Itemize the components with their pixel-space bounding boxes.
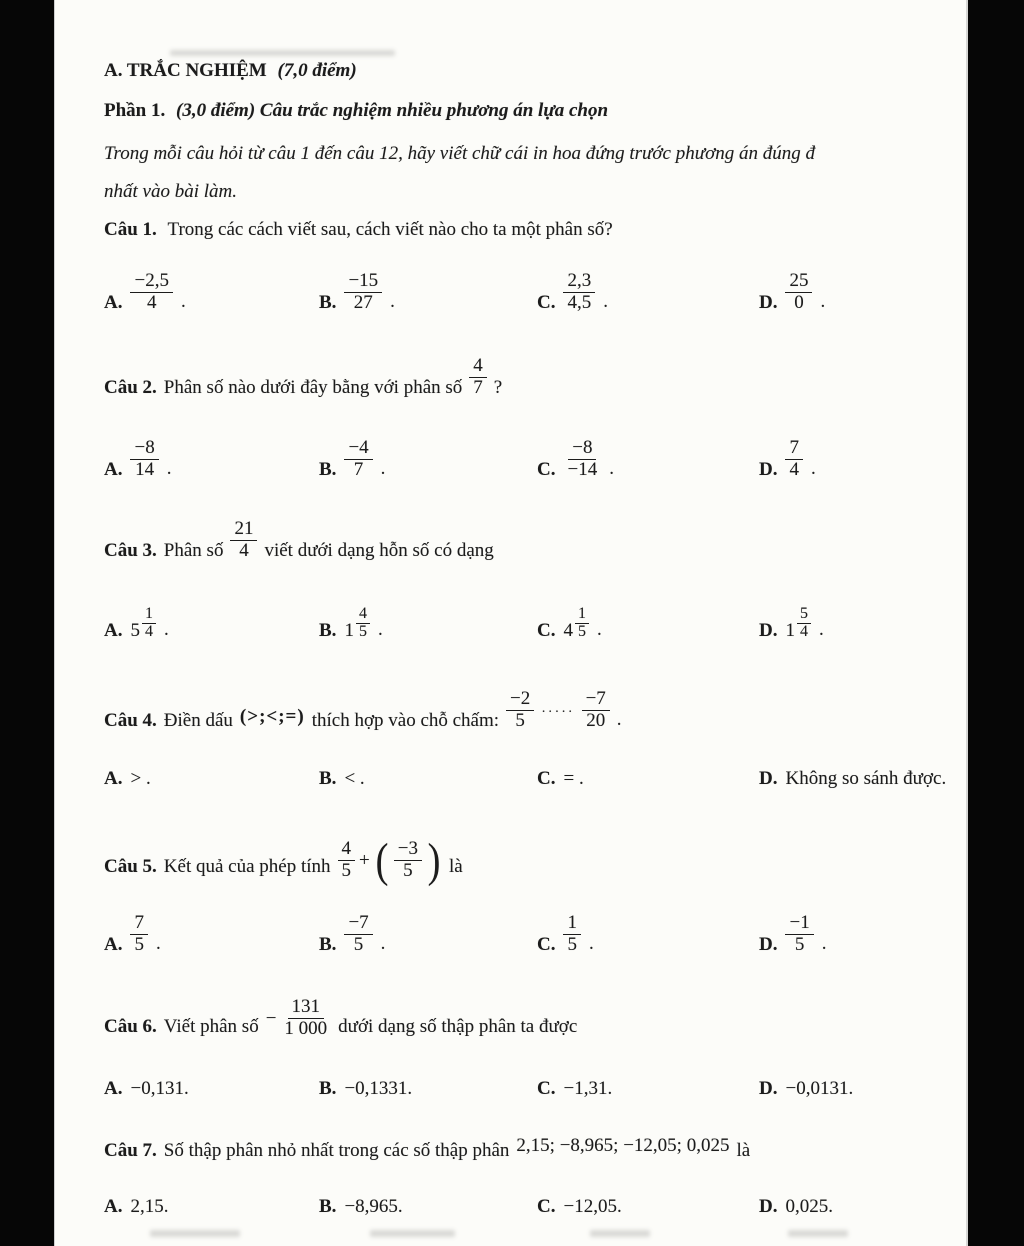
option-period: . [380,933,386,954]
q4-heading [104,675,622,732]
fraction [130,913,148,956]
dotted-blank: ····· [541,705,575,720]
fraction-denominator: 0 [794,292,804,314]
q2-options [55,425,966,481]
option-key: B. [319,459,337,480]
fraction-numerator: 4 [338,839,356,861]
q5-option-d [759,900,966,956]
fraction [563,913,581,956]
option-text: −0,0131. [785,1078,854,1099]
fraction [563,271,595,314]
q1-heading [104,219,613,241]
fraction [785,438,803,481]
option-key: D. [759,292,778,313]
fraction-denominator: 4 [239,540,249,562]
q3-option-b [319,592,537,642]
q1-option-a [104,258,319,314]
q3-option-a [104,592,319,642]
fraction-denominator: 5 [134,934,144,956]
fraction-numerator: 131 [288,997,325,1019]
fraction-numerator: −1 [785,913,813,935]
q3-options [55,592,966,642]
option-text: −1,31. [563,1078,613,1099]
fraction-numerator: 1 [563,913,581,935]
fraction [142,606,156,641]
fraction-denominator: 5 [577,623,586,641]
q4-option-d [759,762,966,790]
fraction [582,689,610,732]
option-key: C. [537,768,556,789]
fraction-numerator: 1 [575,606,589,624]
fraction-denominator: 5 [353,934,364,956]
q7-label: Câu 7. [104,1140,157,1161]
fraction-numerator: −3 [394,839,422,861]
option-key: B. [319,934,337,955]
fraction-denominator: 1 000 [284,1018,328,1040]
fraction-numerator: −7 [344,913,372,935]
fraction-denominator: 4 [799,623,808,641]
q7-text-after: là [736,1140,751,1161]
q2-option-d [759,425,966,481]
open-paren: ( [375,833,389,887]
fraction-denominator: 5 [794,934,805,956]
option-text: −12,05. [563,1196,622,1217]
close-paren: ) [427,833,441,887]
option-key: B. [319,1078,337,1099]
q4-option-b [319,762,537,790]
part-heading-text: (3,0 điểm) Câu trắc nghiệm nhiều phương án lựa chọn [176,100,609,121]
whole-number: 4 [563,620,573,641]
q6-text-after: dưới dạng số thập phân ta được [338,1016,578,1037]
fraction-denominator: 4,5 [567,292,592,314]
fraction [563,438,601,481]
option-key: C. [537,1196,556,1217]
option-period: . [155,933,161,954]
q1-option-c [537,258,759,314]
q6-text-before: Viết phân số [163,1016,259,1037]
option-key: A. [104,1196,123,1217]
q4-options [55,762,966,790]
fraction-denominator: 5 [567,934,577,956]
fraction [338,839,356,882]
cutoff-text-remnant [170,50,395,56]
fraction [506,689,534,732]
q3-option-c [537,592,759,642]
q3-heading [104,508,494,562]
q2-option-b [319,425,537,481]
q1-option-b [319,258,537,314]
option-key: B. [319,1196,337,1217]
fraction-numerator: 4 [469,356,487,378]
fraction [344,271,382,314]
option-period: . [609,458,614,479]
q7-text-before: Số thập phân nhỏ nhất trong các số thập phân [163,1140,510,1161]
option-key: A. [104,459,123,480]
fraction [344,438,372,481]
fraction-numerator: 7 [130,913,148,935]
q4-text-mid: thích hợp vào chỗ chấm: [311,710,500,731]
option-key: B. [319,292,337,313]
instructions-line1: Trong mỗi câu hỏi từ câu 1 đến câu 12, hãy viết chữ cái in hoa đứng trước phương án đúng đ [104,143,815,164]
section-title [104,60,357,82]
option-key: C. [537,292,556,313]
fraction-denominator: 4 [789,459,799,481]
plus-sign: + [359,849,370,871]
option-period: . [810,458,816,479]
q2-question-mark: ? [493,377,503,398]
fraction-denominator: 5 [358,623,367,641]
q4-comparison-signs: (>;<;=) [239,706,305,727]
whole-number: 5 [130,620,140,641]
cutoff-text-remnant [788,1230,848,1237]
q6-option-a [104,1072,319,1100]
mixed-number [785,606,811,642]
q5-options [55,900,966,956]
fraction-numerator: −8 [130,438,158,460]
whole-number: 1 [344,620,354,641]
q5-option-b [319,900,537,956]
cutoff-text-remnant [590,1230,650,1237]
fraction [230,519,257,562]
fraction-numerator: −7 [582,689,610,711]
fraction [394,839,422,882]
option-text: > . [130,768,151,789]
option-period: . [821,933,827,954]
q3-label: Câu 3. [104,540,157,561]
document-page [54,0,968,1246]
option-key: D. [759,934,778,955]
fraction-numerator: −8 [568,438,596,460]
option-key: A. [104,768,123,789]
option-key: D. [759,768,778,789]
q2-option-a [104,425,319,481]
fraction [575,606,589,641]
option-key: A. [104,292,123,313]
fraction [130,438,158,481]
fraction [785,913,813,956]
part-heading [104,100,608,122]
fraction-denominator: 5 [515,710,525,732]
q6-options [55,1072,966,1100]
option-text: −0,1331. [344,1078,413,1099]
option-text: = . [563,768,584,789]
q6-heading [104,982,577,1038]
option-key: C. [537,620,556,641]
fraction-denominator: 7 [353,459,364,481]
q5-option-a [104,900,319,956]
q7-option-a [104,1190,319,1218]
option-period: . [180,291,186,312]
option-text: < . [344,768,365,789]
q6-option-b [319,1072,537,1100]
q3-option-d [759,592,966,642]
section-title-text: A. TRẮC NGHIỆM [104,60,267,81]
option-text: −8,965. [344,1196,403,1217]
q7-option-c [537,1190,759,1218]
fraction-denominator: 20 [586,710,606,732]
q2-label: Câu 2. [104,377,157,398]
q7-options [55,1190,966,1218]
q3-text-before: Phân số [163,540,224,561]
cutoff-text-remnant [370,1230,455,1237]
q5-text-before: Kết quả của phép tính [163,856,331,877]
option-key: B. [319,620,337,641]
q5-option-c [537,900,759,956]
option-period: . [820,291,826,312]
fraction [356,606,370,641]
option-key: D. [759,620,778,641]
option-period: . [377,619,383,640]
q5-text-after: là [448,856,463,877]
option-text: Không so sánh được. [785,768,947,789]
option-key: A. [104,620,123,641]
fraction-denominator: 4 [144,623,153,641]
fraction [797,606,811,641]
option-key: A. [104,1078,123,1099]
option-text: 0,025. [785,1196,833,1217]
q3-text-after: viết dưới dạng hỗn số có dạng [264,540,494,561]
cutoff-text-remnant [150,1230,240,1237]
option-key: C. [537,459,556,480]
fraction-numerator: 7 [785,438,803,460]
mixed-number [130,606,156,642]
option-period: . [818,619,824,640]
option-period: . [390,291,395,312]
fraction-numerator: 5 [797,606,811,624]
option-text: −0,131. [130,1078,189,1099]
sentence-period: . [616,709,622,730]
option-key: D. [759,1196,778,1217]
option-text: 2,15. [130,1196,169,1217]
q4-option-a [104,762,319,790]
fraction-numerator: 2,3 [563,271,595,293]
option-key: D. [759,459,778,480]
q2-text: Phân số nào dưới đây bằng với phân số [163,377,463,398]
option-key: C. [537,934,556,955]
fraction-numerator: −2 [506,689,534,711]
q7-number-list: 2,15; −8,965; −12,05; 0,025 [516,1135,730,1156]
option-period: . [380,458,386,479]
fraction-numerator: −4 [344,438,372,460]
option-key: D. [759,1078,778,1099]
fraction-denominator: 14 [135,459,155,481]
q7-option-b [319,1190,537,1218]
instructions-line2: nhất vào bài làm. [104,181,237,202]
fraction-numerator: −2,5 [130,271,172,293]
q6-option-c [537,1072,759,1100]
option-period: . [166,458,172,479]
fraction-denominator: 27 [353,292,373,314]
q6-label: Câu 6. [104,1016,157,1037]
q7-option-d [759,1190,966,1218]
fraction-denominator: 7 [473,377,483,399]
option-key: A. [104,934,123,955]
fraction-denominator: −14 [567,459,598,481]
fraction [344,913,372,956]
mixed-number [563,606,589,642]
q1-label: Câu 1. [104,219,157,240]
minus-sign: − [265,1007,277,1029]
q2-option-c [537,425,759,481]
q5-heading [104,812,463,887]
q4-option-c [537,762,759,790]
q4-label: Câu 4. [104,710,157,731]
option-period: . [163,619,169,640]
fraction-numerator: 4 [356,606,370,624]
option-period: . [596,619,602,640]
option-period: . [588,933,594,954]
whole-number: 1 [785,620,795,641]
q1-option-d [759,258,966,314]
option-period: . [603,291,608,312]
fraction [280,997,331,1040]
fraction [785,271,812,314]
fraction [469,356,487,399]
fraction-denominator: 5 [403,860,413,882]
fraction [130,271,172,314]
fraction-numerator: −15 [344,271,382,293]
fraction-denominator: 5 [341,860,352,882]
fraction-numerator: 25 [785,271,812,293]
option-key: C. [537,1078,556,1099]
q6-option-d [759,1072,966,1100]
q4-text-before: Điền dấu [163,710,233,731]
section-title-points: (7,0 điểm) [277,60,357,81]
fraction-numerator: 21 [230,519,257,541]
fraction-denominator: 4 [146,292,157,314]
q5-label: Câu 5. [104,856,157,877]
q1-text: Trong các cách viết sau, cách viết nào cho ta một phân số? [167,219,613,240]
q7-heading [104,1132,750,1162]
option-key: B. [319,768,337,789]
q1-options [55,258,966,314]
q6-fraction-expression [266,997,331,1040]
q2-heading [104,345,502,399]
mixed-number [344,606,370,642]
fraction-numerator: 1 [142,606,156,624]
q5-expression [338,833,442,887]
part-heading-label: Phần 1. [104,100,166,121]
